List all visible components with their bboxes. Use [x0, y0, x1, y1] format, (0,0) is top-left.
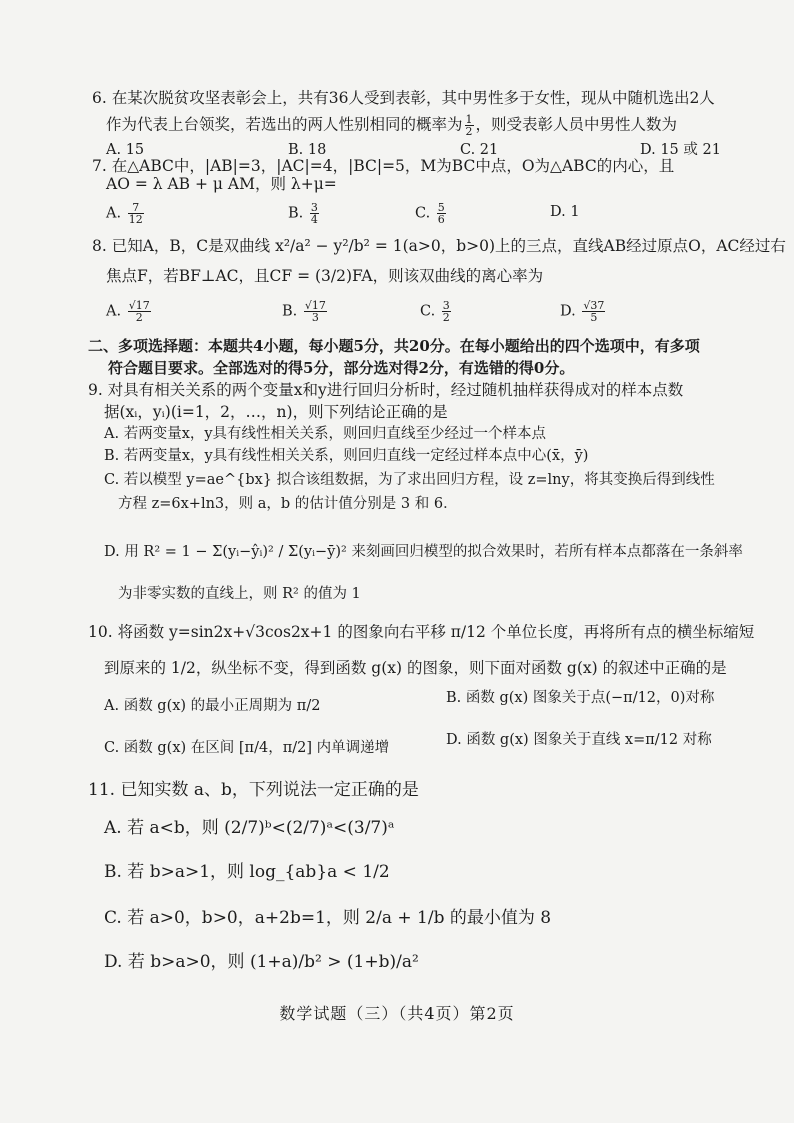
q6-stem-text-b: ，则受表彰人员中男性人数为: [475, 115, 678, 134]
q7-option-c: C. $\frac{5}{6}$: [415, 201, 445, 226]
q10-option-c: C. 函数 g(x) 在区间 [π/4，π/2] 内单调递增: [104, 740, 390, 756]
q6-stem-line1: 6. 在某次脱贫攻坚表彰会上，共有36人受到表彰，其中男性多于女性，现从中随机选出2人: [92, 89, 715, 107]
q8-stem-line1: 8. 已知A，B，C是双曲线 x²/a² − y²/b² = 1(a>0，b>0)上的三点，直线AB经过原点O，AC经过右: [92, 237, 786, 255]
q8-option-a: A. $\frac{√17}{2}$: [106, 299, 150, 324]
q6-option-c: C. 21: [460, 142, 499, 158]
q8-option-d: D. $\frac{√37}{5}$: [560, 299, 605, 324]
q11-option-a: A. 若 a<b，则 (2/7)ᵇ<(2/7)ᵃ<(3/7)ᵃ: [104, 818, 395, 838]
q6-option-a: A. 15: [106, 142, 145, 158]
q6-option-b: B. 18: [288, 142, 327, 158]
q11-option-c: C. 若 a>0，b>0，a+2b=1，则 2/a + 1/b 的最小值为 8: [104, 908, 552, 928]
q9-option-c-line1: C. 若以模型 y=ae^{bx} 拟合该组数据，为了求出回归方程，设 z=lny，将其变换后得到线性: [104, 472, 715, 488]
q7-option-a: A. $\frac{7}{12}$: [106, 201, 143, 226]
q8-option-c: C. $\frac{3}{2}$: [420, 299, 450, 324]
q7-option-b: B. $\frac{3}{4}$: [288, 201, 318, 226]
q9-option-a: A. 若两变量x，y具有线性相关关系，则回归直线至少经过一个样本点: [104, 426, 547, 442]
q6-stem-line2: [106, 114, 677, 137]
q10-option-a: A. 函数 g(x) 的最小正周期为 π/2: [104, 698, 321, 714]
q10-stem-line2: 到原来的 1/2，纵坐标不变，得到函数 g(x) 的图象，则下面对函数 g(x) 的叙述中正确的是: [104, 659, 727, 677]
q11-option-b: B. 若 b>a>1，则 log_{ab}a < 1/2: [104, 862, 390, 882]
q10-stem-line1: 10. 将函数 y=sin2x+√3cos2x+1 的图象向右平移 π/12 个单位长度，再将所有点的横坐标缩短: [88, 623, 755, 641]
q9-stem-line1: 9. 对具有相关关系的两个变量x和y进行回归分析时，经过随机抽样获得成对的样本点数: [88, 381, 684, 399]
page-footer: 数学试题（三）（共4页）第2页: [279, 1004, 515, 1023]
q11-stem: 11. 已知实数 a、b，下列说法一定正确的是: [88, 780, 419, 800]
q9-option-d-line2: 为非零实数的直线上，则 R² 的值为 1: [118, 586, 361, 602]
q8-option-b: B. $\frac{√17}{3}$: [282, 299, 326, 324]
q8-stem-line2: 焦点F，若BF⊥AC，且CF = (3/2)FA，则该双曲线的离心率为: [106, 267, 544, 285]
q10-option-b: B. 函数 g(x) 图象关于点(−π/12，0)对称: [446, 690, 715, 706]
q9-stem-line2: 据(xᵢ，yᵢ)(i=1，2，…，n)，则下列结论正确的是: [104, 403, 448, 421]
q9-option-c-line2: 方程 z=6x+ln3，则 a，b 的估计值分别是 3 和 6．: [118, 496, 458, 512]
q7-option-d: D. 1: [550, 204, 580, 220]
q9-option-d-line1: D. 用 R² = 1 − Σ(yᵢ−ŷᵢ)² / Σ(yᵢ−ȳ)² 来刻画回归模型的拟合效果时，若所有样本点都落在一条斜率: [104, 544, 743, 560]
q11-option-d: D. 若 b>a>0，则 (1+a)/b² > (1+b)/a²: [104, 952, 419, 972]
q10-option-d: D. 函数 g(x) 图象关于直线 x=π/12 对称: [446, 732, 712, 748]
q9-option-b: B. 若两变量x，y具有线性相关关系，则回归直线一定经过样本点中心(x̄，ȳ): [104, 448, 589, 464]
q6-probability-fraction: $\frac{1}{2}$: [465, 113, 473, 138]
section2-heading-line2: 符合题目要求。全部选对的得5分，部分选对得2分，有选错的得0分。: [108, 359, 575, 377]
q6-stem-text-a: 作为代表上台领奖，若选出的两人性别相同的概率为: [106, 115, 463, 134]
q7-stem-line1: 7. 在△ABC中，|AB|=3，|AC|=4，|BC|=5，M为BC中点，O为△ABC的内心，且: [92, 157, 675, 175]
q7-stem-line2: AO = λ AB + μ AM，则 λ+μ=: [106, 175, 337, 193]
section2-heading-line1: 二、多项选择题：本题共4小题，每小题5分，共20分。在每小题给出的四个选项中，有多项: [88, 337, 700, 355]
q6-option-d: D. 15 或 21: [640, 142, 721, 158]
